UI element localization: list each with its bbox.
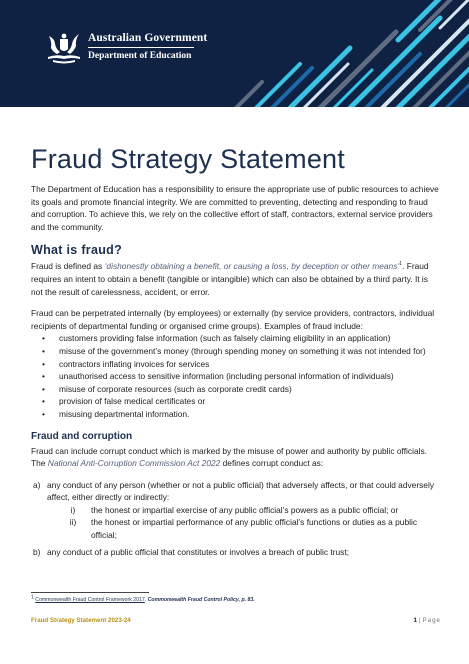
list-item-text: any conduct of any person (whether or not a public official) that adversely affects, or that could adversely affect, either directly or indirectly: <box>47 479 435 503</box>
act-name: National Anti-Corruption Commission Act 2022 <box>47 458 221 469</box>
sub-list-item <box>47 504 441 517</box>
page-separator: | <box>418 617 421 624</box>
page-indicator <box>413 617 441 625</box>
list-item-text: misuse of the government’s money (through spending money on something it was not intended for) <box>59 345 426 356</box>
footnote-separator: , <box>144 597 148 603</box>
branding-divider <box>88 47 194 48</box>
sub-list-marker: i) <box>70 504 76 515</box>
corruption-intro <box>31 445 441 470</box>
page-number: 1 <box>413 617 417 624</box>
section-heading-what-is-fraud: What is fraud? <box>31 243 123 258</box>
coat-of-arms-icon <box>44 30 84 66</box>
list-marker: b) <box>33 546 41 557</box>
bullet-icon: • <box>42 371 45 382</box>
government-branding <box>88 32 207 62</box>
list-item <box>31 370 441 383</box>
fraud-examples-list <box>31 332 441 420</box>
list-item <box>31 383 441 396</box>
fraud-definition <box>31 260 441 298</box>
list-item-text: customers providing false information (such as falsely claiming eligibility in an application) <box>59 333 391 344</box>
list-item-text: contractors inflating invoices for services <box>59 358 210 369</box>
page-footer <box>31 617 441 625</box>
footnote-source: Commonwealth Fraud Control Policy, p. 83. <box>147 597 255 603</box>
list-item-text: provision of false medical certificates or <box>59 396 206 407</box>
corruption-intro-lead: Fraud can include corrupt conduct which is marked by the misuse of power and authority by public officials. The <box>31 445 427 469</box>
bullet-icon: • <box>42 408 45 419</box>
department-name: Department of Education <box>88 51 192 61</box>
footnote-divider <box>31 592 149 593</box>
header-banner <box>0 0 469 107</box>
bullet-icon: • <box>42 333 45 344</box>
sub-list <box>47 504 441 542</box>
list-item-text: misuse of corporate resources (such as corporate credit cards) <box>59 383 292 394</box>
stripe-3 <box>286 48 350 107</box>
list-marker: a) <box>33 479 41 490</box>
definition-quote: ‘dishonestly obtaining a benefit, or causing a loss, by deception or other means’ <box>104 261 400 272</box>
list-item-text: misusing departmental information. <box>59 408 190 419</box>
list-item <box>31 358 441 371</box>
page-label: Page <box>422 617 441 624</box>
footnote-number: 1 <box>31 594 34 601</box>
definition-rest: . Fraud requires an intent to obtain a benefit (tangible or intangible) which can also be obtained by a third party. It is not the result of carelessness, accident, or error. <box>31 261 429 297</box>
stripe-0 <box>232 82 262 107</box>
page-title: Fraud Strategy Statement <box>31 144 345 174</box>
footnote <box>31 594 255 604</box>
bullet-icon: • <box>42 396 45 407</box>
list-item <box>31 408 441 421</box>
list-item-text: unauthorised access to sensitive information (including personal information of individuals) <box>59 371 394 382</box>
list-item <box>31 332 441 345</box>
bullet-icon: • <box>42 358 45 369</box>
document-body <box>31 142 441 558</box>
list-item <box>31 395 441 408</box>
list-item-text: any conduct of a public official that constitutes or involves a breach of public trust; <box>47 546 349 557</box>
government-name: Australian Government <box>88 32 208 44</box>
corruption-intro-end: defines corrupt conduct as: <box>220 458 324 469</box>
section-heading-fraud-and-corruption: Fraud and corruption <box>31 430 133 442</box>
footnote-reference: 1 <box>399 261 403 268</box>
sub-list-marker: ii) <box>69 517 77 528</box>
sub-list-text: the honest or impartial exercise of any public official’s powers as a public official; or <box>91 504 399 515</box>
footer-document-title: Fraud Strategy Statement 2023-24 <box>31 617 131 624</box>
bullet-icon: • <box>42 345 45 356</box>
fraud-perpetrators-paragraph: Fraud can be perpetrated internally (by employees) or externally (by service providers, contractors, individual recipients of departmental funding or organised crime groups). Examples of fraud include: <box>31 308 435 331</box>
sub-list-item <box>47 516 441 541</box>
footnote-link[interactable]: Commonwealth Fraud Control Framework 2017 <box>35 597 145 603</box>
intro-paragraph: The Department of Education has a responsibility to ensure the appropriate use of public resources to achieve its goals and promote financial integrity. We are committed to preventing, detecting and responding to fraud and corruption. To achieve this, we rely on the collective effort of staff, contractors, external service providers and the community. <box>31 184 439 232</box>
sub-list-text: the honest or impartial performance of any public official’s functions or duties as a public official; <box>91 517 418 541</box>
bullet-icon: • <box>42 383 45 394</box>
stripe-13 <box>442 84 469 107</box>
list-item <box>31 345 441 358</box>
list-item-b <box>31 546 441 559</box>
definition-lead: Fraud is defined as <box>31 261 105 272</box>
list-item-a <box>31 479 441 542</box>
